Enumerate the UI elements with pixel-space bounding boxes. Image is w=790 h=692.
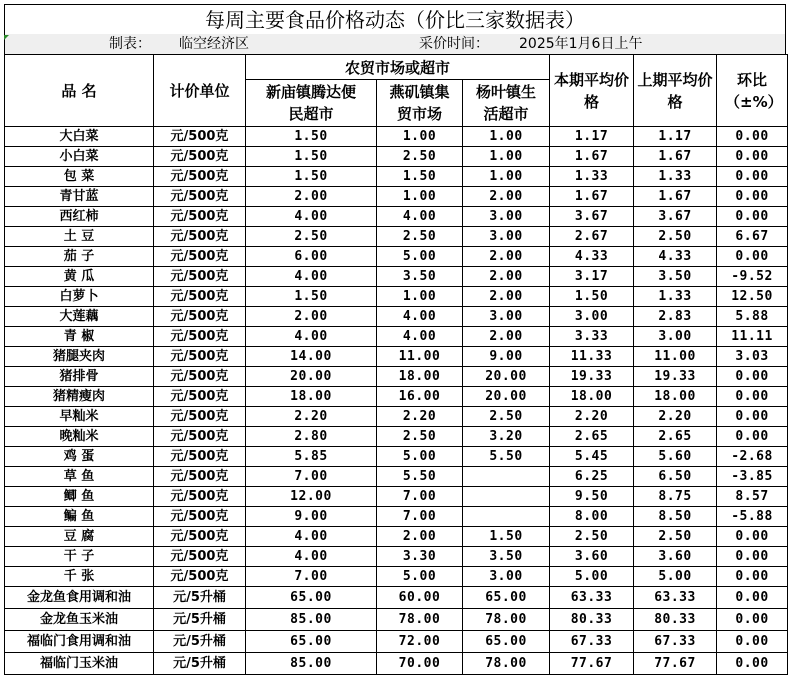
unit-cell: 元/500克 [154, 267, 246, 287]
price-table [4, 54, 788, 675]
change-pct-cell: 0.00 [717, 127, 788, 147]
unit-cell: 元/500克 [154, 127, 246, 147]
price-market-3-cell: 5.50 [463, 447, 550, 467]
change-pct-cell: 3.03 [717, 347, 788, 367]
product-name-cell: 猪腿夹肉 [5, 347, 154, 367]
price-market-3-cell: 1.00 [463, 127, 550, 147]
price-market-2-cell: 3.30 [377, 547, 463, 567]
table-row [5, 507, 788, 527]
unit-cell: 元/500克 [154, 227, 246, 247]
table-row [5, 487, 788, 507]
price-market-2-cell: 2.00 [377, 527, 463, 547]
product-name-cell: 鲫 鱼 [5, 487, 154, 507]
product-name-cell: 大莲藕 [5, 307, 154, 327]
avg-current-cell: 18.00 [550, 387, 634, 407]
change-pct-cell: -5.88 [717, 507, 788, 527]
avg-previous-cell: 8.75 [634, 487, 717, 507]
price-market-2-cell: 3.50 [377, 267, 463, 287]
change-pct-cell: 5.88 [717, 307, 788, 327]
price-market-1-cell: 65.00 [246, 631, 377, 653]
table-row [5, 187, 788, 207]
price-market-2-cell: 2.50 [377, 427, 463, 447]
avg-previous-cell: 2.50 [634, 527, 717, 547]
avg-current-cell: 3.60 [550, 547, 634, 567]
price-market-2-cell: 5.50 [377, 467, 463, 487]
unit-cell: 元/500克 [154, 387, 246, 407]
price-market-2-cell: 60.00 [377, 587, 463, 609]
avg-current-cell: 3.33 [550, 327, 634, 347]
avg-previous-cell: 8.50 [634, 507, 717, 527]
avg-previous-cell: 1.33 [634, 167, 717, 187]
product-name-cell: 西红柿 [5, 207, 154, 227]
table-row [5, 347, 788, 367]
unit-cell: 元/500克 [154, 347, 246, 367]
price-market-1-cell: 20.00 [246, 367, 377, 387]
unit-cell: 元/500克 [154, 207, 246, 227]
unit-cell: 元/500克 [154, 527, 246, 547]
product-name-cell: 包 菜 [5, 167, 154, 187]
avg-current-cell: 1.67 [550, 147, 634, 167]
product-name-cell: 干 子 [5, 547, 154, 567]
table-row [5, 287, 788, 307]
table-row [5, 527, 788, 547]
avg-previous-cell: 5.60 [634, 447, 717, 467]
avg-previous-cell: 2.20 [634, 407, 717, 427]
change-pct-cell: 0.00 [717, 187, 788, 207]
product-name-cell: 黄 瓜 [5, 267, 154, 287]
avg-current-cell: 8.00 [550, 507, 634, 527]
avg-previous-cell: 1.33 [634, 287, 717, 307]
price-market-2-cell: 7.00 [377, 507, 463, 527]
avg-previous-cell: 1.17 [634, 127, 717, 147]
unit-cell: 元/500克 [154, 507, 246, 527]
price-market-2-cell: 70.00 [377, 653, 463, 675]
product-name-cell: 青 椒 [5, 327, 154, 347]
product-name-cell: 豆 腐 [5, 527, 154, 547]
unit-cell: 元/500克 [154, 247, 246, 267]
table-row [5, 653, 788, 675]
price-market-3-cell: 2.00 [463, 247, 550, 267]
meta-row [4, 34, 786, 54]
avg-previous-cell: 5.00 [634, 567, 717, 587]
unit-cell: 元/5升桶 [154, 587, 246, 609]
change-pct-cell: 0.00 [717, 631, 788, 653]
price-market-3-cell: 2.50 [463, 407, 550, 427]
price-market-2-cell: 4.00 [377, 307, 463, 327]
col-header-unit: 计价单位 [154, 55, 246, 127]
change-pct-cell: 0.00 [717, 387, 788, 407]
avg-current-cell: 2.67 [550, 227, 634, 247]
price-market-1-cell: 2.50 [246, 227, 377, 247]
cell-comment-marker [4, 35, 9, 40]
price-market-3-cell: 1.50 [463, 527, 550, 547]
avg-current-cell: 1.33 [550, 167, 634, 187]
price-market-3-cell: 1.00 [463, 147, 550, 167]
product-name-cell: 早籼米 [5, 407, 154, 427]
change-pct-cell: 0.00 [717, 147, 788, 167]
price-market-1-cell: 2.00 [246, 187, 377, 207]
avg-previous-cell: 3.67 [634, 207, 717, 227]
price-market-1-cell: 1.50 [246, 147, 377, 167]
product-name-cell: 青甘蓝 [5, 187, 154, 207]
product-name-cell: 小白菜 [5, 147, 154, 167]
price-market-2-cell: 18.00 [377, 367, 463, 387]
avg-previous-cell: 77.67 [634, 653, 717, 675]
price-market-2-cell: 4.00 [377, 327, 463, 347]
table-row [5, 227, 788, 247]
avg-current-cell: 1.50 [550, 287, 634, 307]
table-row [5, 307, 788, 327]
header-row-1 [5, 55, 788, 80]
price-market-2-cell: 2.50 [377, 227, 463, 247]
avg-current-cell: 1.67 [550, 187, 634, 207]
price-market-1-cell: 1.50 [246, 287, 377, 307]
maker-label: 制表： [109, 36, 151, 52]
price-market-2-cell: 72.00 [377, 631, 463, 653]
table-row [5, 567, 788, 587]
change-pct-cell: 0.00 [717, 207, 788, 227]
table-row [5, 247, 788, 267]
price-market-1-cell: 85.00 [246, 609, 377, 631]
price-market-3-cell: 1.00 [463, 167, 550, 187]
price-market-2-cell: 7.00 [377, 487, 463, 507]
price-market-1-cell: 4.00 [246, 267, 377, 287]
price-market-2-cell: 5.00 [377, 567, 463, 587]
avg-previous-cell: 80.33 [634, 609, 717, 631]
avg-current-cell: 63.33 [550, 587, 634, 609]
avg-previous-cell: 6.50 [634, 467, 717, 487]
unit-cell: 元/500克 [154, 167, 246, 187]
table-row [5, 147, 788, 167]
price-market-3-cell: 9.00 [463, 347, 550, 367]
price-market-2-cell: 5.00 [377, 447, 463, 467]
col-header-market-group: 农贸市场或超市 [246, 55, 550, 80]
unit-cell: 元/500克 [154, 147, 246, 167]
price-market-3-cell: 3.00 [463, 567, 550, 587]
product-name-cell: 福临门玉米油 [5, 653, 154, 675]
col-header-market-1: 新庙镇腾达便民超市 [246, 80, 377, 127]
avg-current-cell: 4.33 [550, 247, 634, 267]
price-rows [5, 127, 788, 675]
avg-previous-cell: 11.00 [634, 347, 717, 367]
product-name-cell: 金龙鱼食用调和油 [5, 587, 154, 609]
price-market-1-cell: 2.20 [246, 407, 377, 427]
col-header-market-2: 燕矶镇集贸市场 [377, 80, 463, 127]
avg-current-cell: 19.33 [550, 367, 634, 387]
price-market-2-cell: 1.00 [377, 287, 463, 307]
table-row [5, 207, 788, 227]
price-market-1-cell: 9.00 [246, 507, 377, 527]
avg-current-cell: 77.67 [550, 653, 634, 675]
change-pct-cell: 11.11 [717, 327, 788, 347]
avg-current-cell: 2.50 [550, 527, 634, 547]
unit-cell: 元/500克 [154, 447, 246, 467]
change-pct-cell: -3.85 [717, 467, 788, 487]
avg-current-cell: 6.25 [550, 467, 634, 487]
price-market-3-cell: 2.00 [463, 267, 550, 287]
price-market-2-cell: 2.20 [377, 407, 463, 427]
price-market-3-cell [463, 507, 550, 527]
maker-value: 临空经济区 [179, 36, 249, 52]
unit-cell: 元/500克 [154, 367, 246, 387]
avg-previous-cell: 19.33 [634, 367, 717, 387]
avg-current-cell: 3.00 [550, 307, 634, 327]
avg-current-cell: 5.45 [550, 447, 634, 467]
avg-previous-cell: 3.00 [634, 327, 717, 347]
product-name-cell: 福临门食用调和油 [5, 631, 154, 653]
price-market-1-cell: 5.85 [246, 447, 377, 467]
price-market-1-cell: 12.00 [246, 487, 377, 507]
unit-cell: 元/500克 [154, 487, 246, 507]
price-market-1-cell: 6.00 [246, 247, 377, 267]
avg-current-cell: 2.65 [550, 427, 634, 447]
change-pct-cell: 0.00 [717, 527, 788, 547]
avg-previous-cell: 18.00 [634, 387, 717, 407]
avg-previous-cell: 2.50 [634, 227, 717, 247]
col-header-change: 环比（±%） [717, 55, 788, 127]
change-pct-cell: 0.00 [717, 367, 788, 387]
page-title: 每周主要食品价格动态（价比三家数据表） [4, 4, 786, 34]
price-market-3-cell: 65.00 [463, 631, 550, 653]
col-header-product: 品 名 [5, 55, 154, 127]
avg-previous-cell: 2.65 [634, 427, 717, 447]
change-pct-cell: -2.68 [717, 447, 788, 467]
change-pct-cell: 0.00 [717, 567, 788, 587]
table-row [5, 547, 788, 567]
price-market-3-cell: 3.20 [463, 427, 550, 447]
avg-current-cell: 67.33 [550, 631, 634, 653]
time-label: 采价时间： [419, 36, 489, 52]
avg-previous-cell: 63.33 [634, 587, 717, 609]
table-row [5, 407, 788, 427]
change-pct-cell: 6.67 [717, 227, 788, 247]
unit-cell: 元/500克 [154, 567, 246, 587]
unit-cell: 元/500克 [154, 307, 246, 327]
avg-previous-cell: 3.60 [634, 547, 717, 567]
avg-previous-cell: 3.50 [634, 267, 717, 287]
price-market-1-cell: 85.00 [246, 653, 377, 675]
price-market-2-cell: 4.00 [377, 207, 463, 227]
change-pct-cell: 0.00 [717, 587, 788, 609]
price-market-1-cell: 4.00 [246, 327, 377, 347]
price-market-1-cell: 14.00 [246, 347, 377, 367]
product-name-cell: 金龙鱼玉米油 [5, 609, 154, 631]
avg-previous-cell: 1.67 [634, 187, 717, 207]
price-market-2-cell: 11.00 [377, 347, 463, 367]
unit-cell: 元/5升桶 [154, 609, 246, 631]
unit-cell: 元/500克 [154, 547, 246, 567]
unit-cell: 元/500克 [154, 287, 246, 307]
time-value: 2025年1月6日上午 [519, 36, 643, 52]
col-header-market-3: 杨叶镇生活超市 [463, 80, 550, 127]
product-name-cell: 猪精瘦肉 [5, 387, 154, 407]
avg-previous-cell: 2.83 [634, 307, 717, 327]
avg-current-cell: 9.50 [550, 487, 634, 507]
price-market-1-cell: 65.00 [246, 587, 377, 609]
product-name-cell: 土 豆 [5, 227, 154, 247]
product-name-cell: 白萝卜 [5, 287, 154, 307]
price-market-2-cell: 1.00 [377, 187, 463, 207]
price-market-1-cell: 4.00 [246, 527, 377, 547]
price-market-1-cell: 2.80 [246, 427, 377, 447]
price-market-2-cell: 78.00 [377, 609, 463, 631]
unit-cell: 元/500克 [154, 427, 246, 447]
table-row [5, 127, 788, 147]
change-pct-cell: 0.00 [717, 547, 788, 567]
avg-current-cell: 2.20 [550, 407, 634, 427]
unit-cell: 元/500克 [154, 327, 246, 347]
unit-cell: 元/500克 [154, 407, 246, 427]
change-pct-cell: 0.00 [717, 247, 788, 267]
table-row [5, 467, 788, 487]
price-market-3-cell [463, 487, 550, 507]
price-market-3-cell: 3.00 [463, 307, 550, 327]
price-market-3-cell: 3.00 [463, 207, 550, 227]
price-market-3-cell [463, 467, 550, 487]
change-pct-cell: 0.00 [717, 609, 788, 631]
avg-current-cell: 11.33 [550, 347, 634, 367]
table-row [5, 267, 788, 287]
product-name-cell: 千 张 [5, 567, 154, 587]
table-row [5, 427, 788, 447]
avg-current-cell: 1.17 [550, 127, 634, 147]
change-pct-cell: 0.00 [717, 427, 788, 447]
price-market-3-cell: 2.00 [463, 187, 550, 207]
change-pct-cell: 12.50 [717, 287, 788, 307]
avg-previous-cell: 67.33 [634, 631, 717, 653]
price-market-1-cell: 4.00 [246, 207, 377, 227]
change-pct-cell: 8.57 [717, 487, 788, 507]
change-pct-cell: 0.00 [717, 167, 788, 187]
change-pct-cell: -9.52 [717, 267, 788, 287]
change-pct-cell: 0.00 [717, 653, 788, 675]
avg-previous-cell: 1.67 [634, 147, 717, 167]
price-market-3-cell: 2.00 [463, 287, 550, 307]
price-market-3-cell: 2.00 [463, 327, 550, 347]
price-market-1-cell: 2.00 [246, 307, 377, 327]
price-market-2-cell: 1.00 [377, 127, 463, 147]
price-market-3-cell: 78.00 [463, 609, 550, 631]
avg-current-cell: 3.17 [550, 267, 634, 287]
table-row [5, 631, 788, 653]
table-row [5, 367, 788, 387]
table-row [5, 327, 788, 347]
avg-previous-cell: 4.33 [634, 247, 717, 267]
col-header-avg-current: 本期平均价格 [550, 55, 634, 127]
price-market-3-cell: 20.00 [463, 367, 550, 387]
price-market-1-cell: 1.50 [246, 167, 377, 187]
product-name-cell: 鸡 蛋 [5, 447, 154, 467]
table-row [5, 447, 788, 467]
col-header-avg-previous: 上期平均价格 [634, 55, 717, 127]
price-market-3-cell: 65.00 [463, 587, 550, 609]
product-name-cell: 草 鱼 [5, 467, 154, 487]
price-market-2-cell: 1.50 [377, 167, 463, 187]
price-market-1-cell: 4.00 [246, 547, 377, 567]
price-market-3-cell: 20.00 [463, 387, 550, 407]
unit-cell: 元/5升桶 [154, 653, 246, 675]
price-market-3-cell: 78.00 [463, 653, 550, 675]
price-market-3-cell: 3.00 [463, 227, 550, 247]
price-market-2-cell: 2.50 [377, 147, 463, 167]
price-market-1-cell: 7.00 [246, 567, 377, 587]
product-name-cell: 晚籼米 [5, 427, 154, 447]
table-row [5, 609, 788, 631]
change-pct-cell: 0.00 [717, 407, 788, 427]
unit-cell: 元/500克 [154, 187, 246, 207]
price-market-1-cell: 1.50 [246, 127, 377, 147]
product-name-cell: 大白菜 [5, 127, 154, 147]
unit-cell: 元/500克 [154, 467, 246, 487]
price-market-1-cell: 7.00 [246, 467, 377, 487]
product-name-cell: 茄 子 [5, 247, 154, 267]
price-market-1-cell: 18.00 [246, 387, 377, 407]
table-row [5, 587, 788, 609]
price-market-2-cell: 16.00 [377, 387, 463, 407]
table-row [5, 387, 788, 407]
avg-current-cell: 5.00 [550, 567, 634, 587]
avg-current-cell: 3.67 [550, 207, 634, 227]
avg-current-cell: 80.33 [550, 609, 634, 631]
product-name-cell: 猪排骨 [5, 367, 154, 387]
price-market-3-cell: 3.50 [463, 547, 550, 567]
unit-cell: 元/5升桶 [154, 631, 246, 653]
product-name-cell: 鳊 鱼 [5, 507, 154, 527]
table-row [5, 167, 788, 187]
price-market-2-cell: 5.00 [377, 247, 463, 267]
